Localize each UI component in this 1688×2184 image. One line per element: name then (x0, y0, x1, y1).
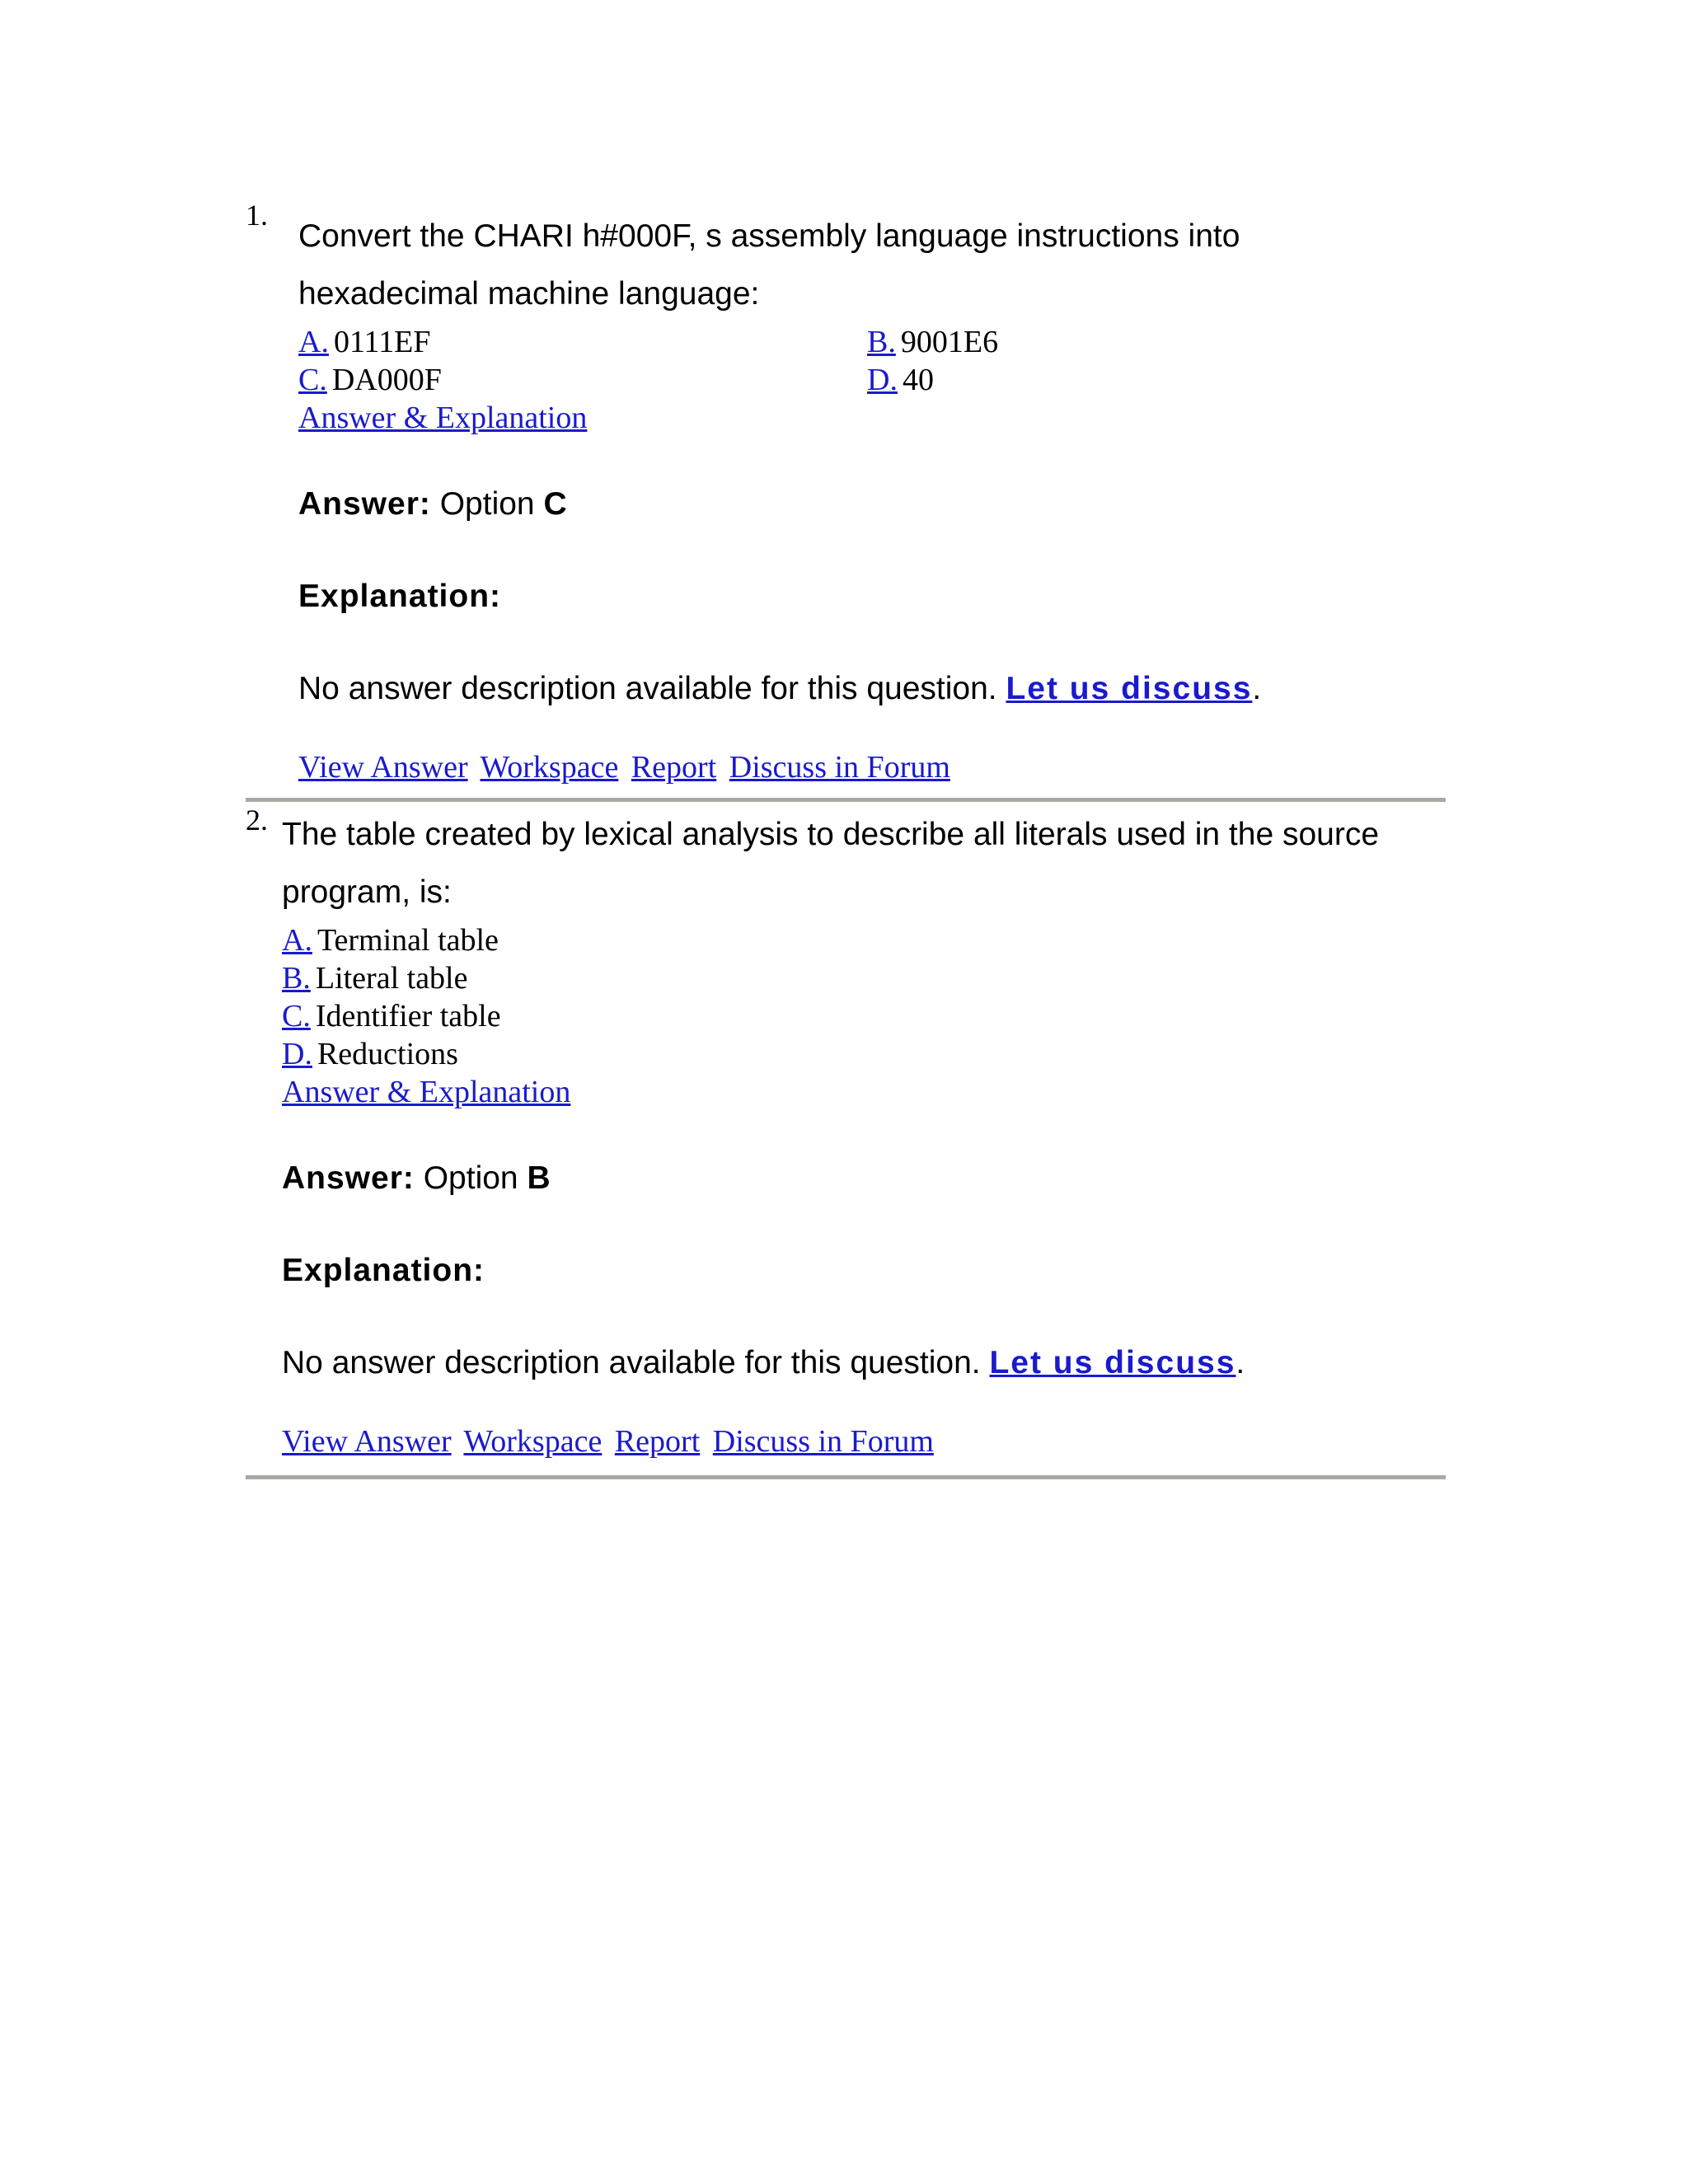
answer-explanation-link[interactable]: Answer & Explanation (282, 1075, 571, 1109)
answer-prefix: Option (423, 1160, 518, 1196)
question-text: Convert the CHARI h#000F, s assembly language instructions into hexadecimal machine language: (298, 218, 1240, 312)
explanation-text (282, 1345, 1436, 1381)
report-link[interactable]: Report (614, 1424, 701, 1459)
option-c-text: Identifier table (315, 999, 501, 1033)
option-c-link[interactable]: C. (298, 363, 327, 397)
question-divider (246, 1475, 1446, 1479)
option-c-link[interactable]: C. (282, 999, 311, 1033)
explanation-heading: Explanation: (298, 579, 502, 614)
option-a-link[interactable]: A. (282, 923, 312, 958)
option-b (867, 323, 1444, 361)
explanation-heading: Explanation: (282, 1253, 485, 1288)
option-a-link[interactable]: A. (298, 325, 329, 359)
explanation-body: No answer description available for this question. (298, 671, 997, 706)
option-d (282, 1035, 1436, 1073)
explanation-body: No answer description available for this question. (282, 1345, 981, 1380)
option-b-text: Literal table (315, 961, 468, 996)
workspace-link[interactable]: Workspace (463, 1424, 603, 1459)
question-number: 2. (246, 804, 268, 837)
option-d-text: 40 (902, 363, 934, 397)
view-answer-link[interactable]: View Answer (282, 1424, 452, 1459)
explanation-text (298, 671, 1436, 707)
option-b-link[interactable]: B. (282, 961, 311, 996)
question-text: The table created by lexical analysis to describe all literals used in the source program, is: (282, 817, 1380, 910)
option-d-text: Reductions (316, 1037, 458, 1071)
answer-option: B (527, 1160, 551, 1196)
answer-line (282, 1160, 1436, 1197)
answer-explanation-link[interactable]: Answer & Explanation (298, 401, 588, 435)
answer-option: C (543, 486, 567, 522)
options-grid (298, 323, 1436, 399)
option-b-text: 9001E6 (900, 325, 999, 359)
question-footer-links (282, 1422, 1436, 1460)
answer-prefix: Option (439, 486, 535, 522)
option-c-text: DA000F (331, 363, 442, 397)
discuss-forum-link[interactable]: Discuss in Forum (712, 1424, 934, 1459)
explanation-end: . (1236, 1345, 1245, 1380)
discuss-link[interactable]: Let us discuss (1006, 671, 1253, 706)
answer-line (298, 486, 1436, 523)
view-answer-link[interactable]: View Answer (298, 750, 468, 785)
answer-label: Answer: (298, 486, 431, 522)
option-a (282, 921, 1436, 959)
question-footer-links (298, 748, 1436, 786)
option-a-text: 0111EF (333, 325, 431, 359)
option-c (282, 997, 1436, 1035)
report-link[interactable]: Report (631, 750, 717, 785)
option-d-link[interactable]: D. (867, 363, 898, 397)
explanation-end: . (1252, 671, 1262, 706)
discuss-forum-link[interactable]: Discuss in Forum (729, 750, 950, 785)
option-a-text: Terminal table (316, 923, 499, 958)
workspace-link[interactable]: Workspace (480, 750, 619, 785)
option-a (298, 323, 867, 361)
discuss-link[interactable]: Let us discuss (989, 1345, 1236, 1380)
question-divider (246, 798, 1446, 802)
option-b (282, 959, 1436, 997)
option-d-link[interactable]: D. (282, 1037, 312, 1071)
option-d (867, 361, 1444, 399)
question-number: 1. (246, 199, 268, 232)
question-body (298, 208, 1436, 786)
question-body (282, 806, 1436, 1460)
option-b-link[interactable]: B. (867, 325, 896, 359)
answer-label: Answer: (282, 1160, 415, 1196)
option-c (298, 361, 867, 399)
options-list (282, 921, 1436, 1073)
